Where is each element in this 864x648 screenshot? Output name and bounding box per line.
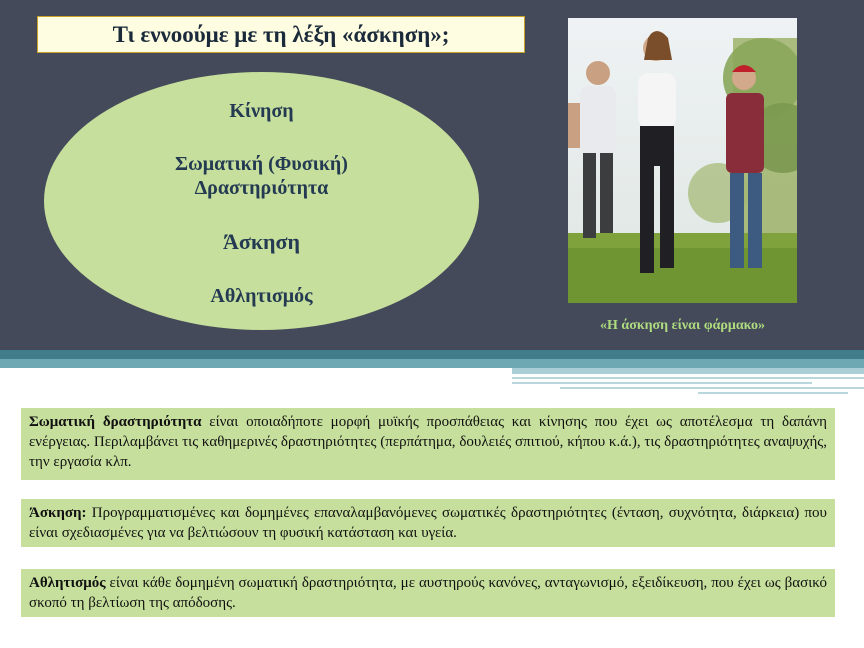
definition-text: είναι κάθε δομημένη σωματική δραστηριότητα, με αυστηρούς κανόνες, ανταγωνισμό, εξειδίκευση, που έχει ως βασικό σκοπό τη βελτίωση της απόδοσης. bbox=[29, 575, 827, 611]
term-physical-activity-line1: Σωματική (Φυσική) bbox=[175, 153, 348, 175]
divider-line bbox=[698, 392, 848, 394]
definition-exercise bbox=[21, 499, 835, 547]
definition-term: Άσκηση: bbox=[29, 505, 87, 521]
definition-term: Σωματική δραστηριότητα bbox=[29, 414, 202, 430]
divider-line bbox=[560, 387, 864, 389]
definition-text: είναι οποιαδήποτε μορφή μυϊκής προσπάθειας και κίνησης που έχει ως αποτέλεσμα τη δαπάνη ενέργειας. Περιλαμβάνει τις καθημερινές δραστηριότητες (περπάτημα, δουλειές σπιτιού, κήπου κ.ά.), τις δραστηριότητες αναψυχής, την εργασία κλπ. bbox=[29, 414, 827, 470]
terms-ellipse bbox=[44, 72, 479, 330]
slide-title: Τι εννοούμε με τη λέξη «άσκηση»; bbox=[37, 16, 525, 53]
divider-band-light bbox=[0, 359, 864, 368]
divider-line bbox=[512, 377, 864, 379]
term-physical-activity-line2: Δραστηριότητα bbox=[194, 177, 329, 199]
term-movement: Κίνηση bbox=[229, 100, 294, 122]
definition-term: Αθλητισμός bbox=[29, 575, 106, 591]
term-sport: Αθλητισμός bbox=[210, 285, 313, 307]
divider-band-dark bbox=[0, 350, 864, 359]
term-exercise: Άσκηση bbox=[222, 229, 301, 254]
divider-line bbox=[512, 382, 812, 384]
exercise-photo bbox=[568, 18, 797, 303]
definition-sport bbox=[21, 569, 835, 617]
definition-text: Προγραμματισμένες και δομημένες επαναλαμβανόμενες σωματικές δραστηριότητες (ένταση, συχνότητα, διάρκεια) που είναι σχεδιασμένες για να βελτιώσουν τη φυσική κατάσταση και υγεία. bbox=[29, 505, 827, 541]
photo-caption: «Η άσκηση είναι φάρμακο» bbox=[600, 318, 765, 333]
definition-physical-activity bbox=[21, 408, 835, 480]
divider-band-pale bbox=[512, 368, 864, 374]
